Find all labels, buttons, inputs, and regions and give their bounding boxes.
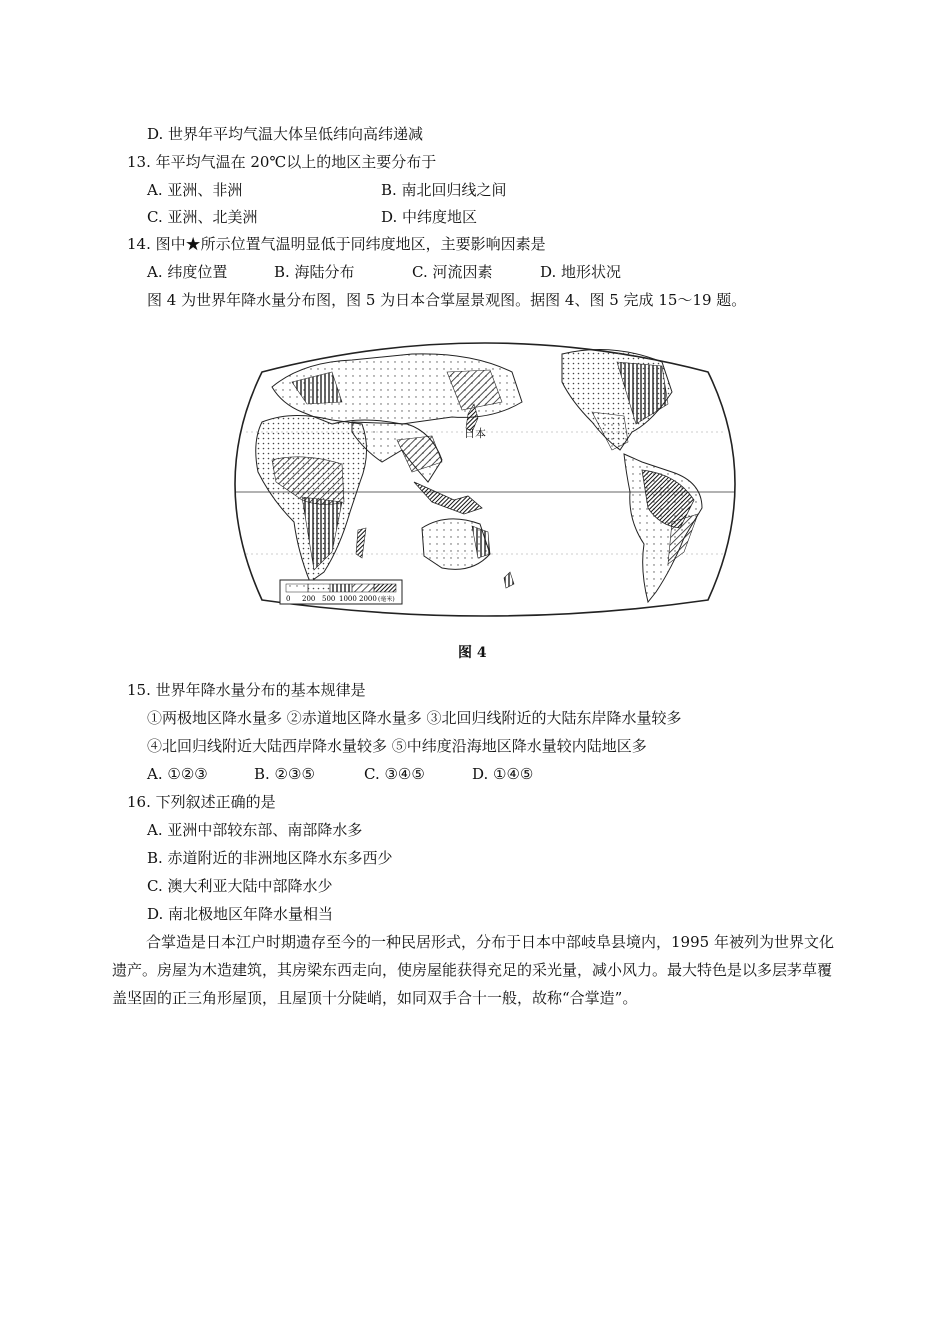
legend-tick-500: 500 (322, 595, 336, 603)
q16-option-b: B. 赤道附近的非洲地区降水东多西少 (147, 849, 393, 867)
q16-option-a: A. 亚洲中部较东部、南部降水多 (147, 821, 363, 839)
q15-statement-line-1: ①两极地区降水量多 ②赤道地区降水量多 ③北回归线附近的大陆东岸降水量较多 (147, 709, 682, 727)
legend-tick-0: 0 (286, 595, 291, 603)
q15-statement-line-2: ④北回归线附近大陆西岸降水量较多 ⑤中纬度沿海地区降水量较内陆地区多 (147, 737, 647, 755)
precipitation-legend (280, 580, 402, 604)
q13-option-c: C. 亚洲、北美洲 (147, 208, 258, 226)
q15-option-a: A. ①②③ (147, 765, 208, 783)
legend-tick-2000: 2000 (359, 595, 377, 603)
legend-tick-200: 200 (302, 595, 316, 603)
q13-stem: 13. 年平均气温在 20℃以上的地区主要分布于 (127, 153, 437, 171)
q14-option-c: C. 河流因素 (412, 263, 493, 281)
q15-option-d: D. ①④⑤ (472, 765, 534, 783)
figure-intro: 图 4 为世界年降水量分布图，图 5 为日本合掌屋景观图。据图 4、图 5 完成 15～19 题。 (147, 291, 747, 309)
q14-stem: 14. 图中★所示位置气温明显低于同纬度地区，主要影响因素是 (127, 235, 546, 253)
q15-option-c: C. ③④⑤ (364, 765, 425, 783)
q14-option-a: A. 纬度位置 (147, 263, 228, 281)
legend-unit: (毫米) (378, 596, 395, 603)
q13-option-d: D. 中纬度地区 (381, 208, 478, 226)
q13-option-b: B. 南北回归线之间 (381, 181, 507, 199)
q15-option-b: B. ②③⑤ (254, 765, 315, 783)
q15-stem: 15. 世界年降水量分布的基本规律是 (127, 681, 366, 699)
figure-caption: 图 4 (458, 645, 487, 661)
passage-text: 合掌造是日本江户时期遗存至今的一种民居形式，分布于日本中部岐阜县境内，1995 年被列为世界文化遗产。房屋为木造建筑，其房梁东西走向，使房屋能获得充足的采光量，减小风力。最大特色是以多层茅草覆盖坚固的正三角形屋顶，且屋顶十分陡峭，如同双手合十一般，故称“合掌造”。 (112, 933, 834, 1007)
q16-stem: 16. 下列叙述正确的是 (127, 793, 276, 811)
q14-option-d: D. 地形状况 (540, 263, 622, 281)
q16-option-c: C. 澳大利亚大陆中部降水少 (147, 877, 333, 895)
q12-option-d: D. 世界年平均气温大体呈低纬向高纬递减 (147, 125, 424, 143)
q14-option-b: B. 海陆分布 (274, 263, 355, 281)
japan-label: 日本 (464, 427, 486, 440)
q16-option-d: D. 南北极地区年降水量相当 (147, 905, 334, 923)
legend-tick-1000: 1000 (339, 595, 357, 603)
passage-gassho-zukuri (112, 928, 842, 1012)
world-precipitation-map (232, 332, 738, 624)
q13-option-a: A. 亚洲、非洲 (147, 181, 243, 199)
